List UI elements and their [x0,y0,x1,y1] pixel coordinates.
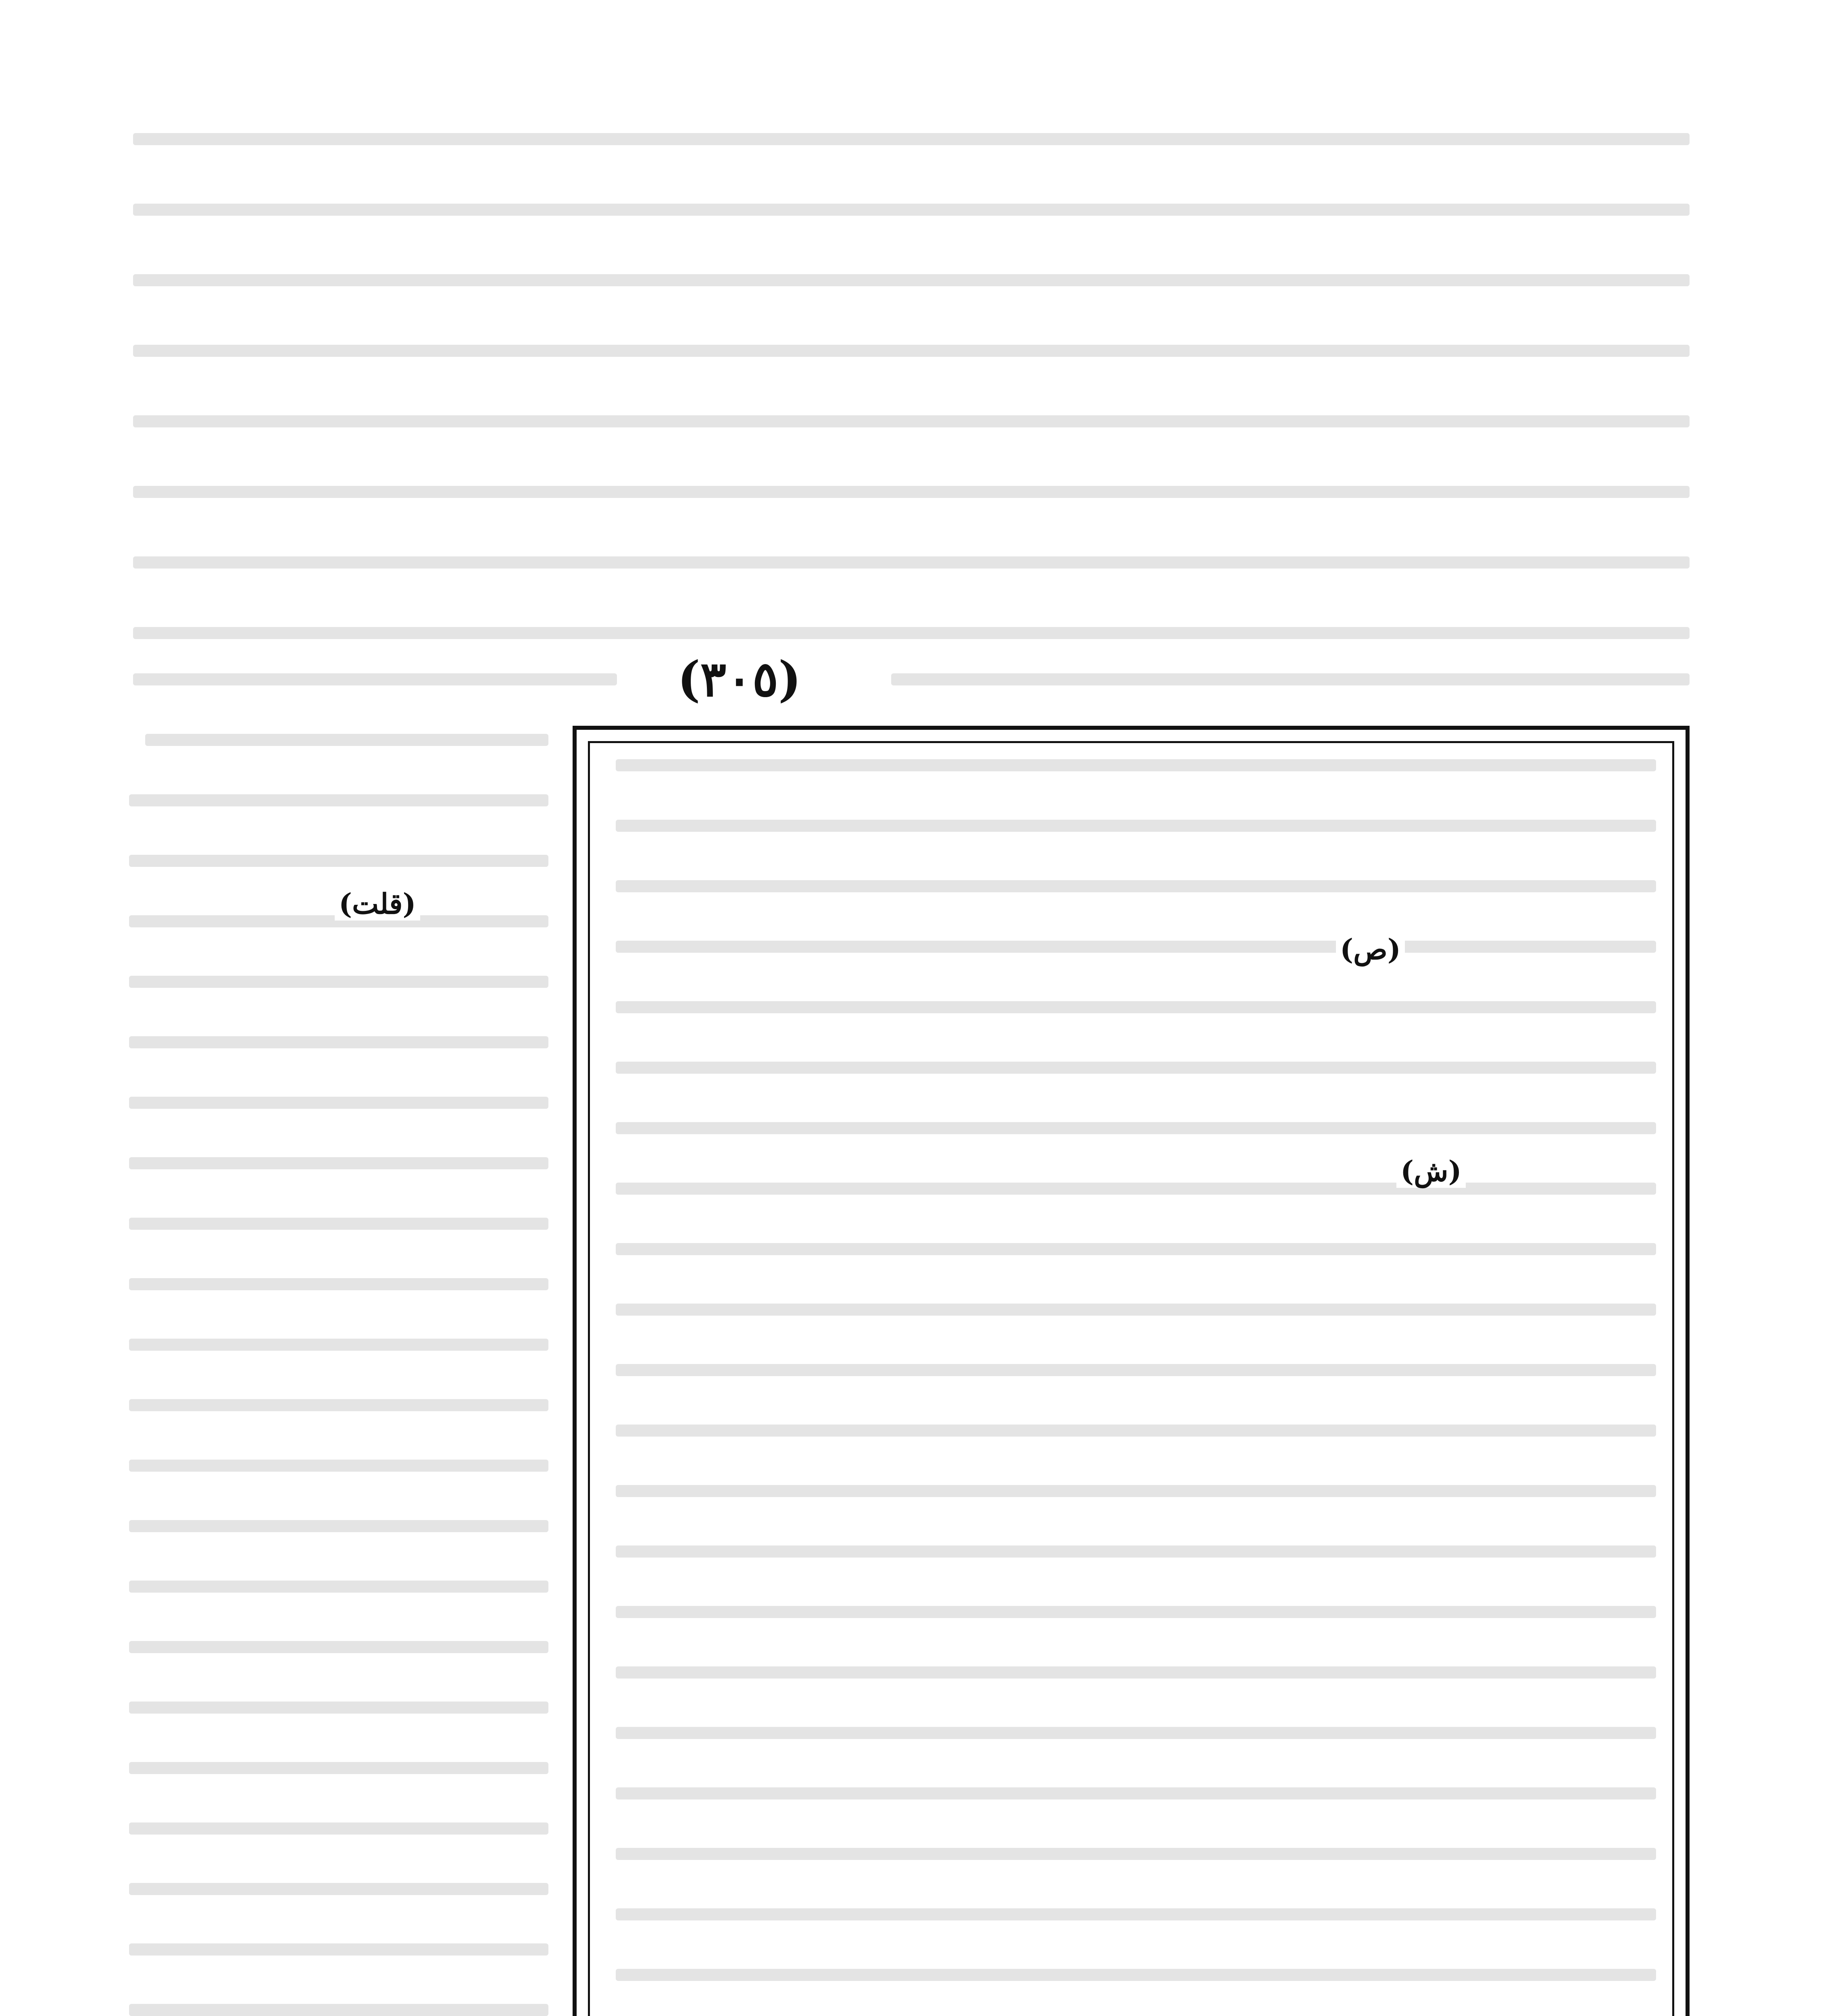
text-line [616,1485,1656,1497]
text-line [616,759,1656,771]
top-text-block [133,133,1690,661]
text-line [616,1606,1656,1618]
text-line [129,1581,548,1593]
text-line [129,1943,548,1956]
text-line [616,1062,1656,1074]
text-line [616,1908,1656,1920]
text-line [129,1278,548,1290]
text-line [616,941,1656,953]
text-line [129,1097,548,1109]
text-line [133,204,1690,216]
text-line [133,486,1690,498]
text-line [616,1364,1656,1376]
text-line [133,673,617,685]
text-line [133,556,1690,569]
page-number-row [133,653,1690,706]
text-line [129,794,548,806]
text-line [616,880,1656,892]
text-line [616,1969,1656,1981]
text-line [129,1702,548,1714]
text-line [616,1425,1656,1437]
frame-inner-border [588,741,1674,2016]
text-line [145,734,548,746]
text-line [129,1520,548,1532]
text-line [616,1243,1656,1255]
text-line [616,1122,1656,1134]
text-line [616,1183,1656,1195]
text-line [129,1218,548,1230]
text-line [129,1822,548,1835]
text-line [129,976,548,988]
text-line [129,1883,548,1895]
side-column [125,726,548,2016]
text-line [129,1339,548,1351]
text-line [616,1727,1656,1739]
text-line [133,415,1690,427]
text-line [616,1545,1656,1558]
text-line [616,1001,1656,1013]
text-line [133,345,1690,357]
text-line [616,1848,1656,1860]
text-line [129,855,548,867]
text-line [129,1036,548,1048]
heading-qult: (قلت) [335,887,420,921]
text-line [129,2004,548,2016]
text-line [133,133,1690,145]
text-line [616,1787,1656,1799]
text-line [129,1399,548,1411]
text-line [129,1157,548,1169]
text-line [129,1460,548,1472]
heading-sharh: (ش) [1396,1154,1466,1188]
framed-text-box [573,726,1690,2016]
text-line [616,1304,1656,1316]
text-line [129,1762,548,1774]
text-line [129,1641,548,1653]
text-line [616,1666,1656,1679]
text-line [133,274,1690,286]
page-number: (٣٠٥) [677,651,801,708]
text-line [891,673,1690,685]
heading-matn: (ص) [1336,933,1405,966]
text-line [616,820,1656,832]
text-line [133,627,1690,639]
